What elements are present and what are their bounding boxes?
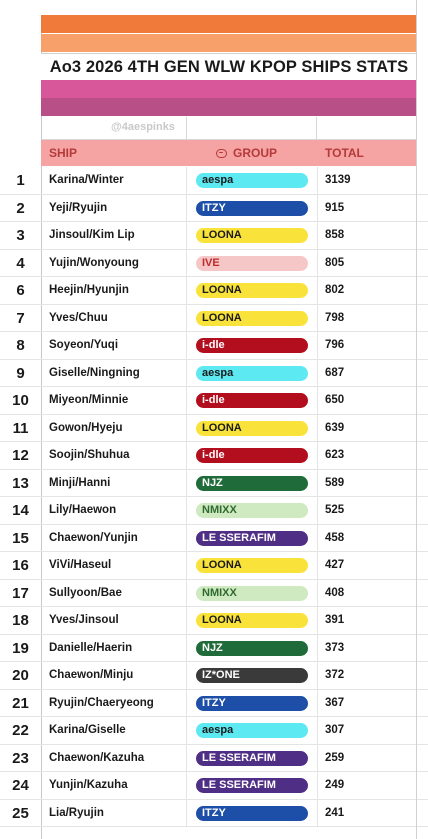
rank-cell: 20 [12,667,29,684]
total-cell[interactable]: 798 [325,311,345,324]
group-chip[interactable]: ITZY [196,201,308,216]
ship-column-header[interactable]: SHIP [49,146,78,160]
ship-cell[interactable]: Karina/Giselle [49,724,126,736]
table-row[interactable] [0,387,428,415]
table-row[interactable] [0,717,428,745]
rank-cell: 19 [12,639,29,657]
group-chip[interactable]: NJZ [196,641,308,656]
table-header [41,140,417,166]
rank-cell: 10 [12,392,29,409]
pink-banner-row[interactable] [41,80,417,98]
group-chip[interactable]: i-dle [196,393,308,408]
table-row[interactable] [0,607,428,635]
rank-cell: 8 [16,337,25,354]
total-cell[interactable]: 915 [325,201,345,214]
table-row[interactable] [0,690,428,718]
total-cell[interactable]: 373 [325,641,345,654]
rank-cell: 15 [12,529,29,547]
total-cell[interactable]: 805 [325,256,345,269]
ship-cell[interactable]: Gowon/Hyeju [49,421,123,434]
table-row[interactable] [0,332,428,360]
total-cell[interactable]: 3139 [325,174,351,186]
group-chip[interactable]: NMIXX [196,503,308,518]
ship-cell[interactable]: Minji/Hanni [49,476,111,489]
sheet-title[interactable]: Ao3 2026 4TH GEN WLW KPOP SHIPS STATS [41,53,417,82]
table-row[interactable] [0,442,428,470]
total-cell[interactable]: 391 [325,614,345,626]
smart-chip-icon [216,149,227,158]
group-chip[interactable]: LOONA [196,558,308,573]
rank-cell: 23 [12,749,29,767]
group-chip[interactable]: NJZ [196,476,308,491]
group-cell[interactable] [186,360,318,387]
group-cell[interactable] [186,415,318,442]
group-chip[interactable]: LOONA [196,311,308,326]
ship-cell[interactable]: Miyeon/Minnie [49,394,129,406]
group-chip[interactable]: LOONA [196,228,308,243]
light-orange-banner-row[interactable] [41,34,417,52]
group-cell[interactable] [186,195,318,222]
rank-cell: 14 [12,502,29,519]
group-cell[interactable] [186,800,318,827]
group-chip[interactable]: LOONA [196,421,308,436]
total-cell[interactable]: 639 [325,421,345,434]
table-row[interactable] [0,195,428,223]
table-row[interactable] [0,745,428,773]
ship-cell[interactable]: Soojin/Shuhua [49,449,130,461]
group-cell[interactable] [186,662,318,689]
group-chip[interactable]: LOONA [196,283,308,298]
ship-cell[interactable]: Giselle/Ningning [49,366,140,379]
rank-cell: 24 [12,777,29,794]
rank-cell: 21 [12,694,29,712]
group-chip[interactable]: aespa [196,366,308,381]
ship-cell[interactable]: Chaewon/Minju [49,669,134,681]
group-cell[interactable] [186,745,318,772]
ship-cell[interactable]: Yeji/Ryujin [49,201,108,214]
rank-cell: 16 [12,557,29,574]
ship-table [0,167,428,827]
rank-cell: 9 [16,364,25,382]
ship-cell[interactable]: Yves/Chuu [49,311,108,324]
table-row[interactable] [0,525,428,553]
ship-cell[interactable]: Sullyoon/Bae [49,586,122,599]
group-chip[interactable]: LE SSERAFIM [196,778,308,793]
total-cell[interactable]: 589 [325,476,345,489]
group-chip[interactable]: NMIXX [196,586,308,601]
rank-cell: 2 [16,199,25,217]
table-row[interactable] [0,250,428,278]
group-cell[interactable] [186,580,318,607]
total-cell[interactable]: 249 [325,779,345,791]
rank-cell: 7 [16,309,25,327]
group-cell[interactable] [186,772,318,799]
total-cell[interactable]: 367 [325,696,345,709]
rank-cell: 25 [12,804,29,822]
total-cell[interactable]: 427 [325,559,345,571]
rank-cell: 12 [12,447,29,464]
total-cell[interactable]: 687 [325,366,345,379]
group-chip[interactable]: i-dle [196,338,308,353]
ship-cell[interactable]: Karina/Winter [49,174,124,186]
total-cell[interactable]: 623 [325,449,345,461]
ship-cell[interactable]: Danielle/Haerin [49,641,133,654]
sheet-right-border [416,0,417,839]
table-row[interactable] [0,222,428,250]
ship-cell[interactable]: Soyeon/Yuqi [49,339,119,351]
mauve-banner-row[interactable] [41,98,417,116]
rank-cell: 1 [16,172,25,189]
rank-cell: 13 [12,474,29,492]
ship-cell[interactable]: Heejin/Hyunjin [49,284,129,296]
group-cell[interactable] [186,387,318,414]
total-cell[interactable]: 650 [325,394,345,406]
ship-cell[interactable]: Yujin/Wonyoung [49,256,139,269]
group-cell[interactable] [186,552,318,579]
group-chip[interactable]: IZ*ONE [196,668,308,683]
group-chip[interactable]: ITZY [196,696,308,711]
group-cell[interactable] [186,497,318,524]
group-cell[interactable] [186,607,318,634]
group-chip[interactable]: aespa [196,173,308,188]
group-cell[interactable] [186,167,318,194]
rank-cell: 11 [12,419,29,437]
table-row[interactable] [0,635,428,663]
group-cell[interactable] [186,690,318,717]
table-row[interactable] [0,580,428,608]
group-chip[interactable]: IVE [196,256,308,271]
column-divider [186,117,187,139]
group-chip[interactable]: i-dle [196,448,308,463]
total-cell[interactable]: 525 [325,504,345,516]
group-cell[interactable] [186,250,318,277]
group-chip[interactable]: LE SSERAFIM [196,751,308,766]
total-cell[interactable]: 796 [325,339,345,351]
total-column-header[interactable]: TOTAL [325,146,364,160]
group-cell[interactable] [186,717,318,744]
top-blank-row[interactable] [41,0,417,16]
group-chip[interactable]: LOONA [196,613,308,628]
group-cell[interactable] [186,442,318,469]
table-row[interactable] [0,552,428,580]
table-row[interactable] [0,662,428,690]
ship-cell[interactable]: Yves/Jinsoul [49,614,119,626]
rank-cell: 6 [16,282,25,299]
total-cell[interactable]: 858 [325,229,345,241]
rank-cell: 3 [16,227,25,244]
group-cell[interactable] [186,332,318,359]
rank-cell: 22 [12,722,29,739]
group-cell[interactable] [186,222,318,249]
ship-cell[interactable]: Chaewon/Kazuha [49,751,145,764]
group-cell[interactable] [186,635,318,662]
total-cell[interactable]: 802 [325,284,345,296]
table-row[interactable] [0,167,428,195]
ship-cell[interactable]: Lia/Ryujin [49,806,104,819]
group-chip[interactable]: LE SSERAFIM [196,531,308,546]
table-row[interactable] [0,305,428,333]
table-row[interactable] [0,277,428,305]
table-row[interactable] [0,772,428,800]
table-row[interactable] [0,470,428,498]
total-cell[interactable]: 372 [325,669,345,681]
total-cell[interactable]: 307 [325,724,345,736]
column-divider [316,117,317,139]
group-chip[interactable]: aespa [196,723,308,738]
total-cell[interactable]: 259 [325,751,345,764]
group-chip[interactable]: ITZY [196,806,308,821]
group-cell[interactable] [186,277,318,304]
watermark-text: @4aespinks [111,121,175,133]
group-header-label: GROUP [233,146,278,160]
rank-cell: 18 [12,612,29,629]
group-cell[interactable] [186,470,318,497]
watermark-row[interactable] [41,117,417,140]
table-row[interactable] [0,497,428,525]
table-row[interactable] [0,415,428,443]
group-column-header[interactable] [216,146,277,160]
ship-cell[interactable]: ViVi/Haseul [49,559,112,571]
ship-cell[interactable]: Ryujin/Chaeryeong [49,696,154,709]
ship-cell[interactable]: Lily/Haewon [49,504,117,516]
ship-cell[interactable]: Jinsoul/Kim Lip [49,229,135,241]
table-row[interactable] [0,800,428,828]
orange-banner-row[interactable] [41,15,417,33]
ship-cell[interactable]: Yunjin/Kazuha [49,779,128,791]
table-row[interactable] [0,360,428,388]
ship-cell[interactable]: Chaewon/Yunjin [49,531,138,544]
total-cell[interactable]: 458 [325,531,345,544]
group-cell[interactable] [186,305,318,332]
rank-cell: 4 [16,254,25,272]
total-cell[interactable]: 241 [325,806,345,819]
total-cell[interactable]: 408 [325,586,345,599]
rank-cell: 17 [12,584,29,602]
group-cell[interactable] [186,525,318,552]
